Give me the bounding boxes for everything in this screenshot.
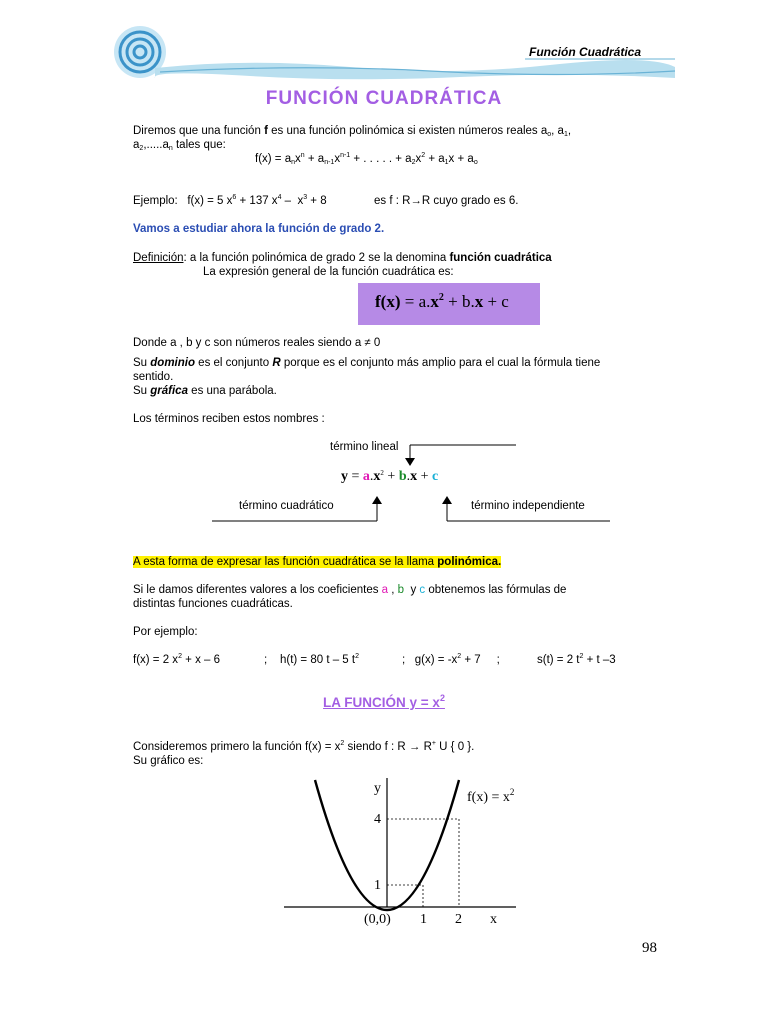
graph-tick-4: 4 <box>374 812 381 827</box>
graph-fn-label: $f(x) = x^2$ <box>467 787 515 805</box>
polynomial-note: A esta forma de expresar las función cuadrática se la llama polinómica. <box>133 556 502 568</box>
conditions: Donde a , b y c son números reales siendo a ≠ 0 <box>133 337 381 349</box>
section-title-x-squared: LA FUNCIÓN $y = x^2$ <box>323 693 445 710</box>
intro-line2: $a_2,.....a_n$ tales que: <box>133 139 226 152</box>
domain-line1: Su dominio es el conjunto R porque es el conjunto más amplio para el cual la fórmula tiene <box>133 357 601 369</box>
intro-line1: Diremos que una función f es una función polinómica si existen números reales $a_o$, $a_1$, <box>133 125 572 138</box>
coefficients-line2: distintas funciones cuadráticas. <box>133 598 293 610</box>
graph-x-tick-1: 1 <box>420 912 427 927</box>
example-domain: es f : R→R cuyo grado es 6. <box>374 195 519 207</box>
term-independent-label: término independiente <box>471 500 585 512</box>
graph-y-label: y <box>374 781 381 796</box>
study-line: Vamos a estudiar ahora la función de grado 2. <box>133 223 385 235</box>
for-example: Por ejemplo: <box>133 626 198 638</box>
term-linear-label: término lineal <box>330 441 399 453</box>
terms-equation: $y = a.x^2 + b.x + c$ <box>341 469 439 484</box>
example-line: Ejemplo: f(x) = 5 $x^6 + 137$ $x^4 - x^3 + 8$ <box>133 194 327 207</box>
terms-intro: Los términos reciben estos nombres : <box>133 413 325 425</box>
example-function-s: s(t) = 2 $t^2 + t$ –3 <box>537 653 616 666</box>
graph-x-label: x <box>490 912 497 927</box>
definition-line: Definición: a la función polinómica de grado 2 se la denomina función cuadrática <box>133 252 552 264</box>
page-title: FUNCIÓN CUADRÁTICA <box>265 88 503 109</box>
general-polynomial: $f(x) = a_nx^n + a_{n-1}x^{n-1}$ + . . . . . + $a_2x^2 + a_1x + a_o$ <box>255 152 478 166</box>
example-function-h: ; h(t) = 80 t – 5 $t^2$ <box>264 653 359 666</box>
general-formula-box <box>358 283 540 325</box>
graph-x-tick-2: 2 <box>455 912 462 927</box>
term-quadratic-label: término cuadrático <box>239 500 334 512</box>
coefficients-line1: Si le damos diferentes valores a los coeficientes a , b y c obtenemos las fórmulas de <box>133 584 567 596</box>
page-number: 98 <box>642 940 657 956</box>
consider-line1: Consideremos primero la función $f(x) = x^2$ siendo f : R → R+ U { 0 }. <box>133 740 475 753</box>
graph-line: Su gráfica es una parábola. <box>133 385 277 397</box>
graph-origin: (0,0) <box>364 912 391 927</box>
header-title: Función Cuadrática <box>529 45 642 59</box>
example-functions: f(x) = 2 $x^2 + x - 6$ <box>133 653 221 666</box>
graph-tick-1: 1 <box>374 878 381 893</box>
general-formula: $f(x) = a.x^2 + b.x + c$ <box>375 292 509 311</box>
wave-band <box>155 60 675 79</box>
example-function-g: ; $g(x) = -x^2 + 7$ ; <box>402 653 500 666</box>
consider-line2: Su gráfico es: <box>133 755 204 767</box>
domain-line2: sentido. <box>133 371 174 383</box>
definition-line2: La expresión general de la función cuadrática es: <box>203 266 454 278</box>
